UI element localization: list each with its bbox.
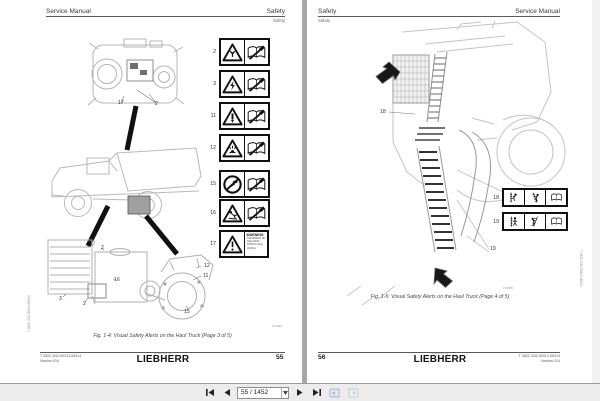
safety-label-15 (200, 170, 270, 198)
previous-view-button[interactable] (327, 386, 342, 399)
callout-number: 15 (184, 309, 190, 315)
next-page-icon (296, 388, 304, 397)
safety-label-number: 11 (210, 113, 216, 119)
safety-label-number: 12 (210, 145, 216, 151)
figure-id: 170950 (503, 286, 514, 290)
page-number: 56 (318, 354, 326, 361)
callout-number: 17 (118, 100, 124, 106)
figure-caption: Fig. 1-5: Visual Safety Alerts on the Haul Truck (Page 4 of 5) (370, 294, 510, 300)
next-view-button[interactable] (346, 386, 361, 399)
read-manual-icon (244, 104, 268, 128)
footer-version: Version 014 (541, 358, 560, 363)
crush-fall-hazard-icon (221, 201, 244, 225)
safety-label-11 (200, 102, 270, 130)
fluid-spray-hazard-icon (221, 136, 244, 160)
page-navigation (203, 386, 361, 399)
read-manual-icon (545, 190, 566, 205)
safety-label-number: 15 (210, 181, 216, 187)
callout-number: 2 (155, 101, 158, 107)
pressure-hazard-icon (221, 104, 244, 128)
header-subtitle: Safety (272, 18, 285, 23)
read-manual-icon (545, 214, 566, 229)
page-number: 55 (276, 354, 284, 361)
warning-title: WARNING (246, 233, 264, 237)
safety-label-17 (200, 230, 269, 258)
liebherr-logo: powered by LIEBHERR (136, 351, 190, 365)
footer-version: Version 014 (40, 358, 59, 363)
callout-number: 11 (203, 273, 209, 279)
manual-page-left (0, 0, 302, 383)
safety-label-number: 16 (210, 210, 216, 216)
page-number-combobox[interactable] (237, 387, 289, 399)
last-page-icon (312, 388, 322, 397)
safety-label-19 (487, 212, 568, 231)
manual-page-right (307, 0, 592, 383)
safety-label-number: 19 (493, 218, 499, 225)
read-manual-icon (244, 136, 268, 160)
viewport-right-edge (592, 0, 600, 383)
previous-view-icon (328, 387, 341, 399)
dropdown-arrow-icon[interactable] (281, 388, 288, 398)
callout-number: 19 (490, 246, 496, 252)
callout-number: 16 (114, 277, 120, 283)
first-page-icon (205, 388, 215, 397)
warning-text-panel: WARNING THE WEIGHT OF THE HOOD / DOOR IS 46 kg (100 lbs) (244, 232, 267, 256)
callout-number: 18 (380, 109, 386, 115)
header-subtitle: Safety (318, 18, 331, 23)
margin-doc-number: T 282C-532-00313-06314 (579, 250, 583, 287)
climb-with-three-point-contact-icon (504, 190, 524, 205)
safety-label-12 (200, 134, 270, 162)
figure-caption: Fig. 1-4: Visual Safety Alerts on the Haul Truck (Page 3 of 5) (93, 333, 232, 339)
read-manual-icon (244, 172, 268, 196)
last-page-button[interactable] (310, 386, 323, 399)
safety-label-18 (487, 188, 568, 207)
header-right: Service Manual (515, 8, 560, 15)
next-view-icon (347, 387, 360, 399)
previous-page-button[interactable] (220, 386, 233, 399)
callout-number: 2 (83, 301, 86, 307)
safety-label-16 (200, 199, 270, 227)
first-page-button[interactable] (203, 386, 216, 399)
safety-label-number: 18 (493, 194, 499, 201)
read-manual-icon (244, 201, 268, 225)
footer-doc-number: T 282C-532-00313-06314 (518, 354, 560, 358)
margin-doc-number: T 282C-532-00313-06314 (27, 295, 31, 332)
safety-label-number: 3 (213, 81, 216, 87)
electrical-hazard-icon (221, 72, 244, 96)
rotating-parts-hazard-icon (221, 40, 244, 64)
header-left: Service Manual (46, 8, 91, 15)
read-manual-icon (244, 40, 268, 64)
safety-label-2 (200, 38, 270, 66)
no-hammering-prohibition-icon (221, 172, 244, 196)
person-facing-ladder-icon (504, 214, 524, 229)
page-number-input[interactable] (238, 388, 281, 398)
callout-number: 2 (101, 245, 104, 251)
general-warning-icon (221, 232, 244, 256)
footer-doc-number: T 282C-532-00313-06314 (40, 354, 82, 358)
read-manual-icon (244, 72, 268, 96)
previous-page-icon (223, 388, 231, 397)
header-right: Safety (266, 8, 285, 15)
person-on-ladder-icon (524, 190, 545, 205)
safety-label-3 (200, 70, 270, 98)
callout-number: 3 (59, 296, 62, 302)
viewer-toolbar (0, 383, 600, 401)
safety-label-number: 17 (210, 241, 216, 247)
header-left: Safety (318, 8, 337, 15)
next-page-button[interactable] (293, 386, 306, 399)
liebherr-logo: powered by LIEBHERR (413, 351, 467, 365)
figure-id: 170946 (272, 324, 283, 328)
haul-truck-safety-diagram-right (307, 0, 592, 330)
callout-number: 12 (204, 263, 210, 269)
safety-label-number: 2 (213, 49, 216, 55)
dismount-facing-machine-icon (524, 214, 545, 229)
